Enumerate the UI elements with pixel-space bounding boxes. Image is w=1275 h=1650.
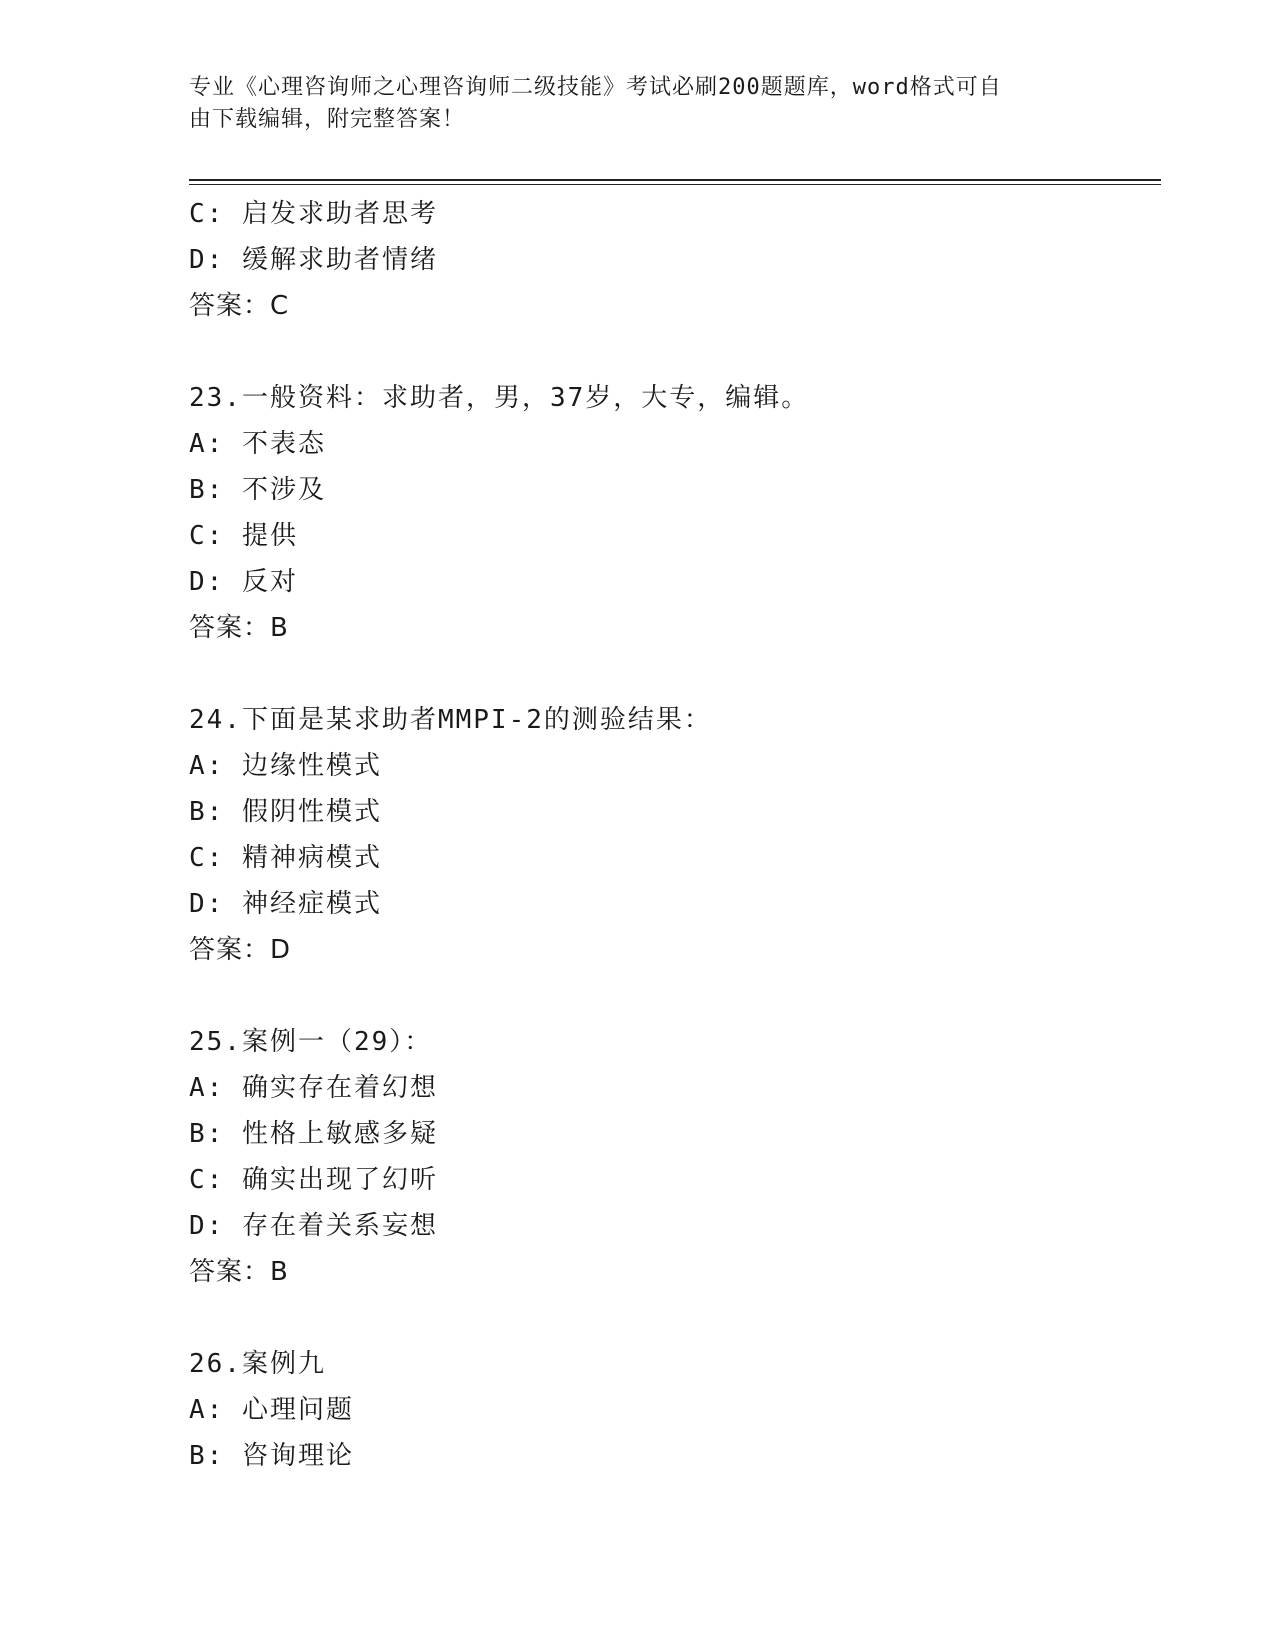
option-a: A: 边缘性模式 — [189, 751, 382, 781]
header-line-1: 专业《心理咨询师之心理咨询师二级技能》考试必刷200题题库，word格式可自 — [189, 75, 1002, 100]
option-a: A: 确实存在着幻想 — [189, 1073, 438, 1103]
option-d: D: 缓解求助者情绪 — [189, 245, 438, 275]
option-a: A: 不表态 — [189, 429, 326, 459]
option-d: D: 存在着关系妄想 — [189, 1211, 438, 1241]
question-stem: 23.一般资料：求助者，男，37岁，大专，编辑。 — [189, 383, 810, 413]
question-26 — [189, 1341, 1161, 1479]
option-d: D: 神经症模式 — [189, 889, 382, 919]
question-24 — [189, 697, 1161, 973]
header-rule-thin — [189, 184, 1161, 185]
option-c: C: 精神病模式 — [189, 843, 382, 873]
option-b: B: 咨询理论 — [189, 1441, 354, 1471]
answer-line: 答案：D — [189, 935, 292, 965]
option-c: C: 提供 — [189, 521, 298, 551]
option-b: B: 假阴性模式 — [189, 797, 382, 827]
option-b: B: 不涉及 — [189, 475, 326, 505]
option-d: D: 反对 — [189, 567, 298, 597]
answer-line: 答案：C — [189, 291, 290, 321]
option-b: B: 性格上敏感多疑 — [189, 1119, 438, 1149]
question-stem: 26.案例九 — [189, 1349, 326, 1379]
question-list — [189, 191, 1161, 1479]
question-22 — [189, 191, 1161, 329]
question-stem: 25.案例一（29）： — [189, 1027, 433, 1057]
document-header — [189, 72, 1079, 136]
answer-line: 答案：B — [189, 1257, 289, 1287]
question-25 — [189, 1019, 1161, 1295]
question-23 — [189, 375, 1161, 651]
header-rule-thick — [189, 179, 1161, 181]
question-stem: 24.下面是某求助者MMPI-2的测验结果： — [189, 705, 712, 735]
option-c: C: 启发求助者思考 — [189, 199, 438, 229]
option-c: C: 确实出现了幻听 — [189, 1165, 438, 1195]
answer-line: 答案：B — [189, 613, 289, 643]
header-line-2: 由下载编辑，附完整答案！ — [189, 107, 466, 132]
option-a: A: 心理问题 — [189, 1395, 354, 1425]
